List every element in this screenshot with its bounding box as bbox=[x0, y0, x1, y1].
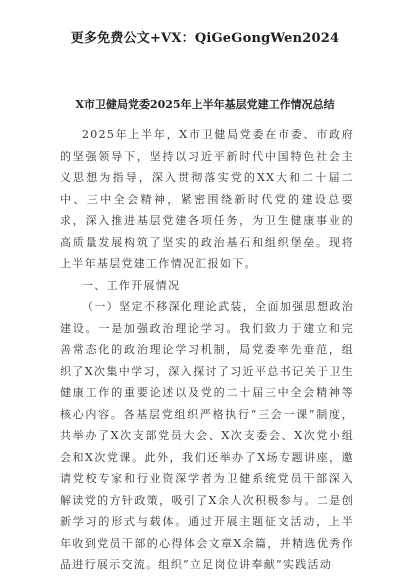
document-title: X市卫健局党委2025年上半年基层党建工作情况总结 bbox=[75, 98, 335, 111]
intro-paragraph: 2025年上半年，X市卫健局党委在市委、市政府的坚强领导下，坚持以习近平新时代中国特色社会主义思想为指导，深入贯彻落实党的XX大和二十届二中、三中全会精神，紧密围绕新时代党的建设总要求，深入推进基层党建各项任务，为卫生健康事业的高质量发展构筑了坚实的政治基石和组织堡垒。现将上半年基层党建工作情况汇报如下。 bbox=[60, 128, 354, 270]
header-note: 更多免费公文+VX：QiGeGongWen2024 bbox=[70, 31, 340, 46]
body-paragraph: （一）坚定不移深化理论武装，全面加强思想政治建设。一是加强政治理论学习。我们致力于建立和完善常态化的政治理论学习机制，局党委率先垂范，组织了X次集中学习，深入探讨了习近平总书记关于卫生健康工作的重要论述以及党的二十届三中全会精神等核心内容。各基层党组织严格执行“三会一课”制度，共举办了X次支部党员大会、X次支委会、X次党小组会和X次党课。此外，我们还举办了X场专题讲座，邀请党校专家和行业资深学者为卫健系统党员干部深入解读党的方针政策，吸引了X余人次积极参与。二是创新学习的形式与载体。通过开展主题征文活动，上半年收到党员干部的心得体会文章X余篇，并精选优秀作品进行展示交流。组织“立足岗位讲奉献”实践活动 bbox=[60, 300, 354, 571]
document-body bbox=[60, 124, 354, 576]
section-heading: 一、工作开展情况 bbox=[82, 278, 181, 292]
